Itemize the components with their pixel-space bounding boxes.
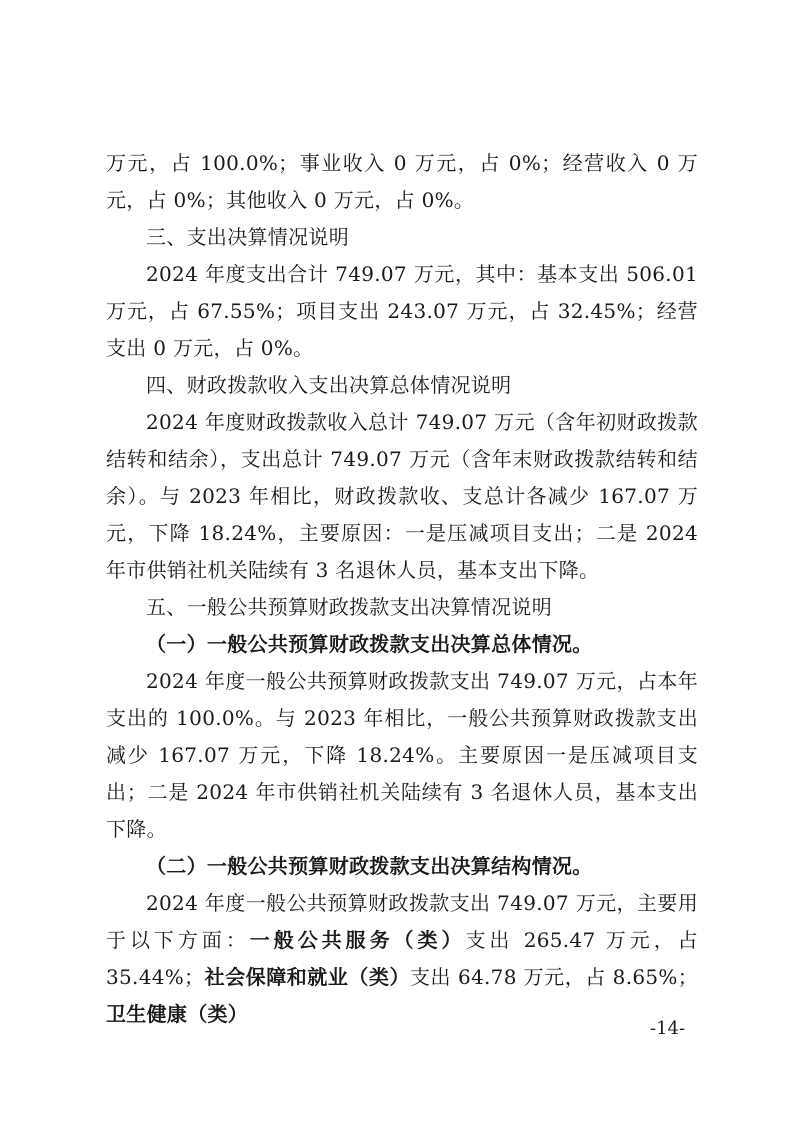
category-health: 卫生健康（类） xyxy=(106,1002,249,1026)
subsection2-paragraph xyxy=(106,885,698,1033)
category-general-public-services-value: 支出 265.47 万元，占 35.44%； xyxy=(106,928,698,989)
subsection2-intro: 2024 年度一般公共预算财政拨款支出 749.07 万元，主要用于以下方面： xyxy=(106,891,698,952)
subsection1-heading: （一）一般公共预算财政拨款支出决算总体情况。 xyxy=(146,632,593,656)
document-body xyxy=(106,145,698,1033)
section4-paragraph: 2024 年度财政拨款收入总计 749.07 万元（含年初财政拨款结转和结余），支出总计 749.07 万元（含年末财政拨款结转和结余）。与 2023 年相比，财政拨款收、支总计各减少 167.07 万元，下降 18.24%，主要原因：一是压减项目支出；二是 2024 年市供销社机关陆续有 3 名退休人员，基本支出下降。 xyxy=(106,410,698,582)
category-social-security: 社会保障和就业（类） xyxy=(204,965,410,989)
page-number: -14- xyxy=(650,1018,686,1039)
section5-heading: 五、一般公共预算财政拨款支出决算情况说明 xyxy=(146,595,552,619)
section4-heading: 四、财政拨款收入支出决算总体情况说明 xyxy=(146,373,512,397)
section3-heading: 三、支出决算情况说明 xyxy=(146,225,349,249)
subsection2-heading: （二）一般公共预算财政拨款支出决算结构情况。 xyxy=(146,854,593,878)
category-social-security-value: 支出 64.78 万元，占 8.65%； xyxy=(410,965,699,989)
category-general-public-services: 一般公共服务（类） xyxy=(249,928,466,952)
section3-paragraph: 2024 年度支出合计 749.07 万元，其中：基本支出 506.01 万元，占 67.55%；项目支出 243.07 万元，占 32.45%；经营支出 0 万元，占 0%。 xyxy=(106,262,698,360)
subsection1-paragraph: 2024 年度一般公共预算财政拨款支出 749.07 万元，占本年支出的 100.0%。与 2023 年相比，一般公共预算财政拨款支出减少 167.07 万元，下降 18.24%。主要原因一是压减项目支出；二是 2024 年市供销社机关陆续有 3 名退休人员，基本支出下降。 xyxy=(106,669,698,841)
continuation-paragraph: 万元，占 100.0%；事业收入 0 万元，占 0%；经营收入 0 万元，占 0%；其他收入 0 万元，占 0%。 xyxy=(106,151,698,212)
